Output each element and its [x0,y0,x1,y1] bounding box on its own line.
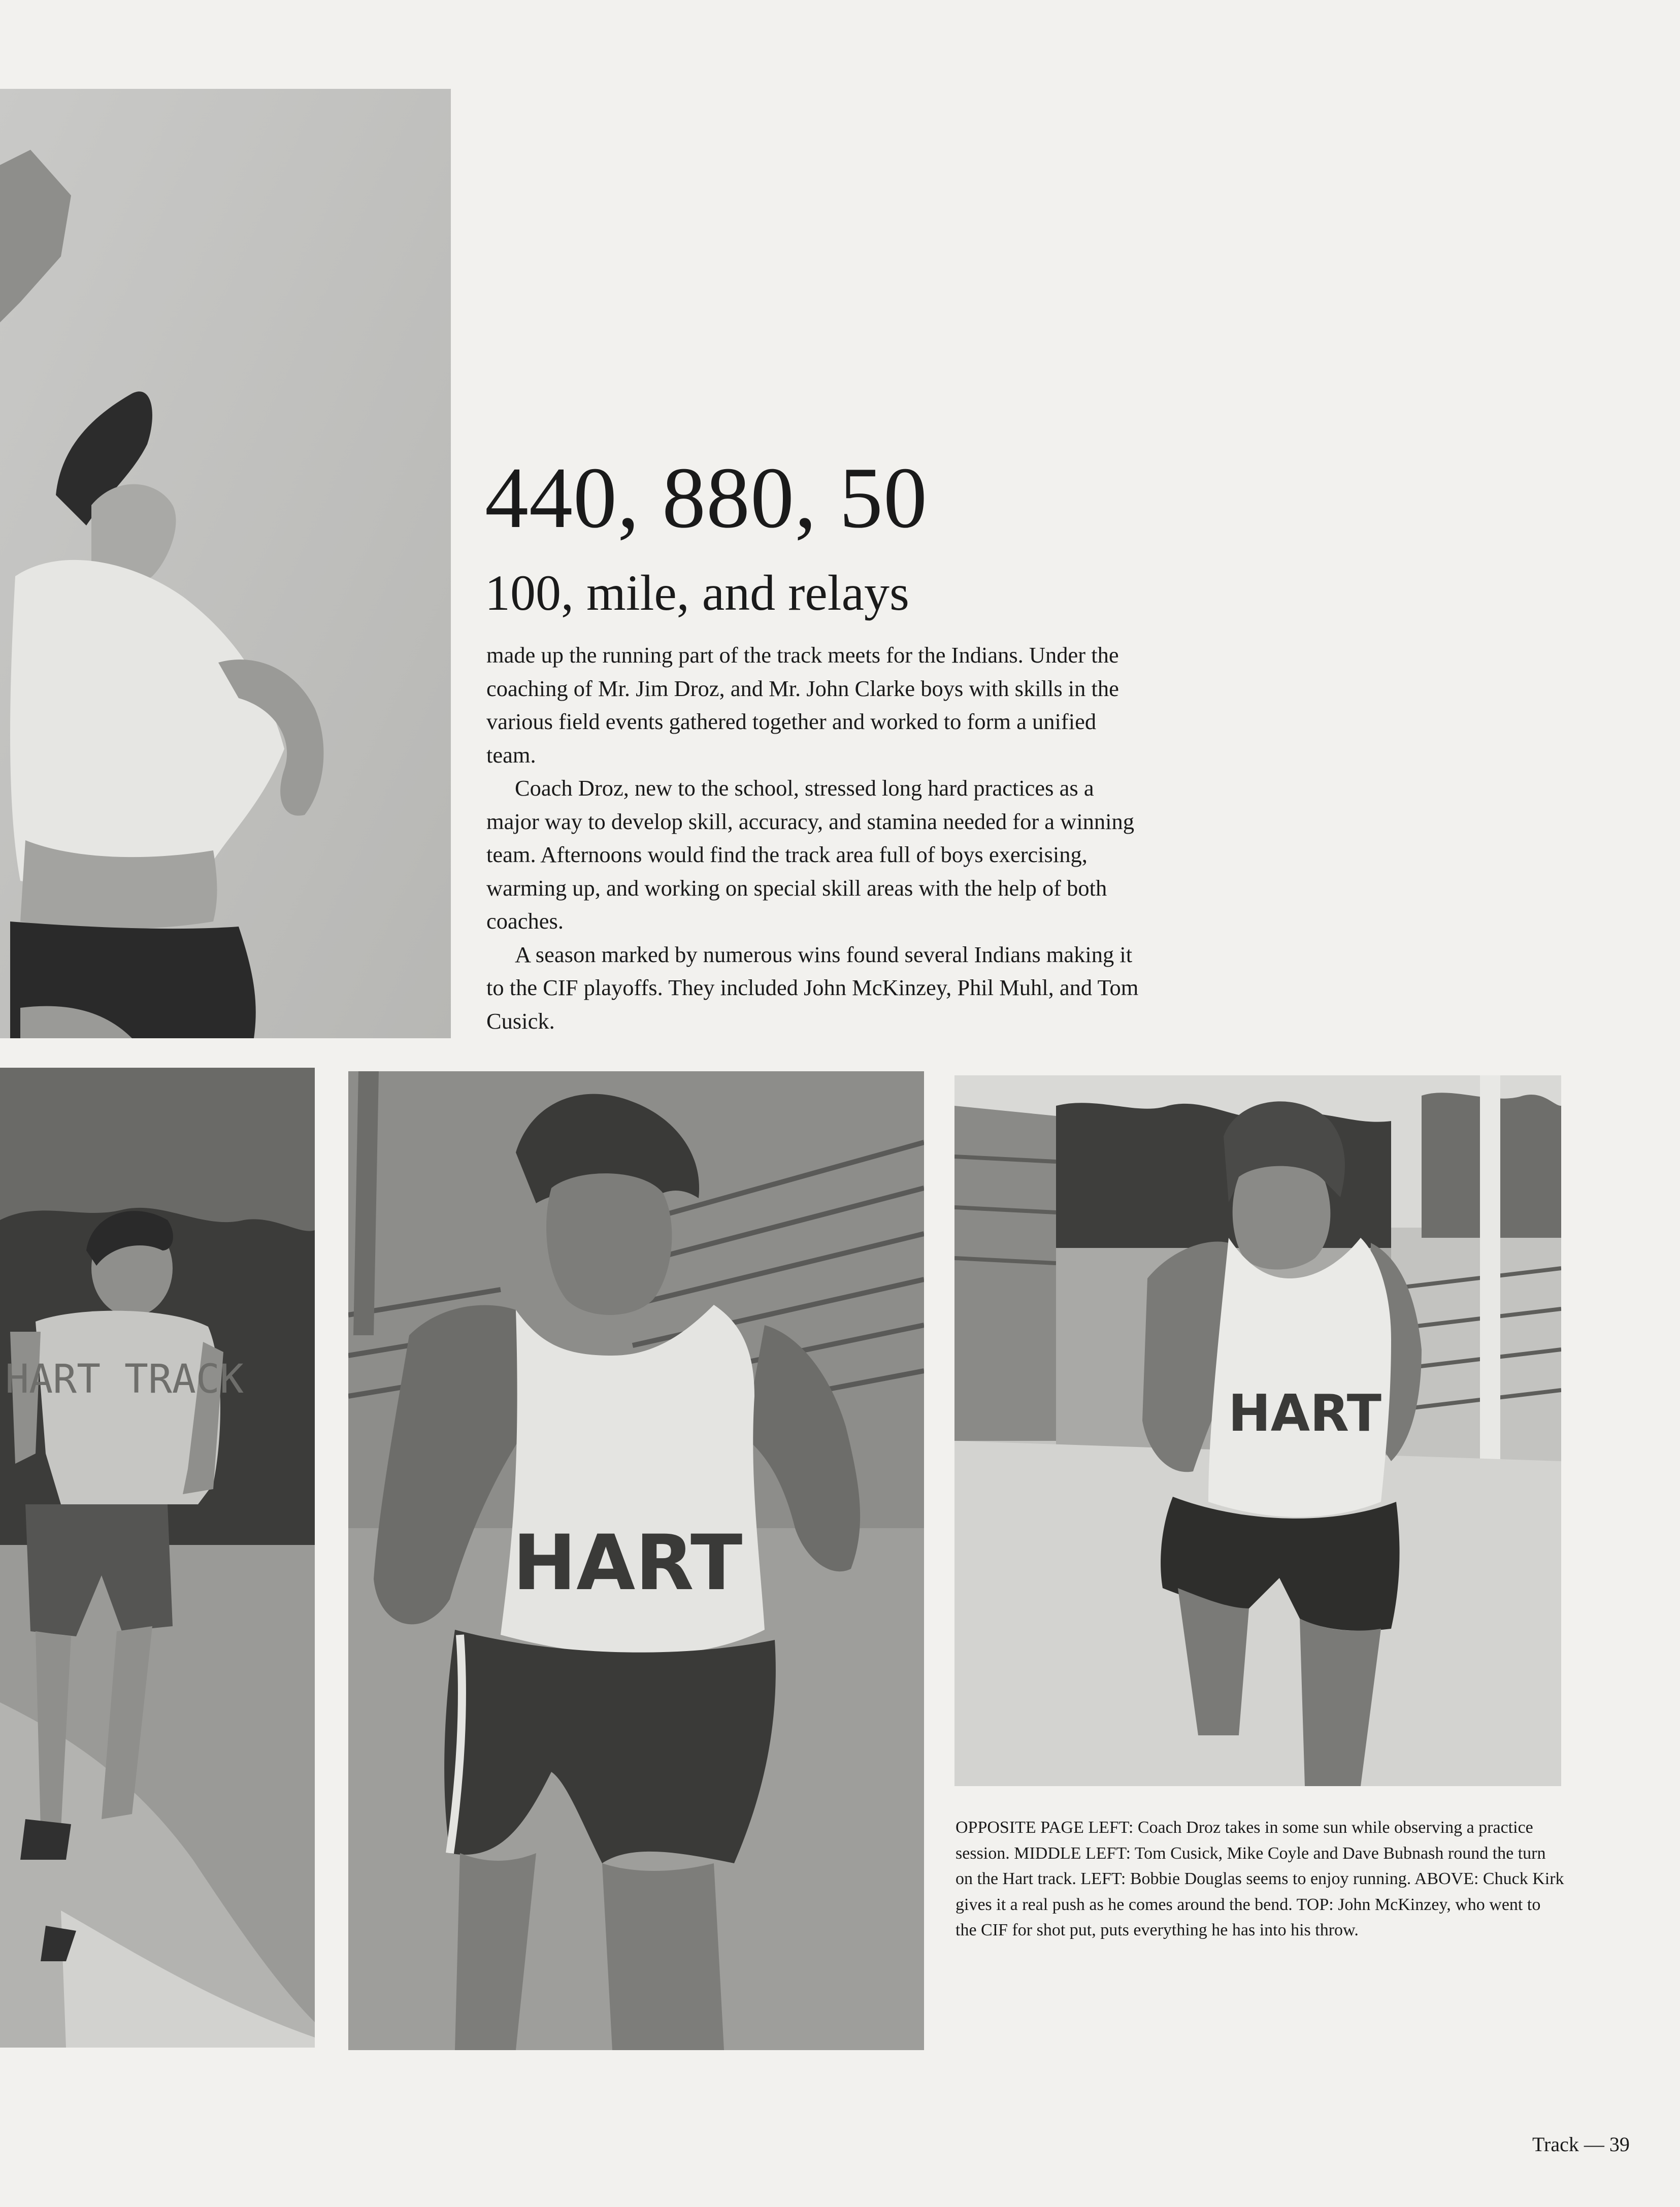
page-subhead: 100, mile, and relays [485,565,909,621]
page-headline: 440, 880, 50 [485,450,928,546]
article-paragraph-3: A season marked by numerous wins found several Indians making it to the CIF playoffs. They included John McKinzey, Phil Muhl, and Tom Cusick. [486,941,1139,1034]
photo-runner-hart-track-shirt-image [0,1068,315,2048]
middle-photo-jersey-text: HART [512,1519,743,1607]
left-photo-jersey-text: HART TRACK [5,1357,244,1402]
article-paragraph-1: made up the running part of the track meets for the Indians. Under the coaching of Mr. Jim Droz, and Mr. John Clarke boys with skills in the various field events gathered together and worked to form a unified team. [486,642,1119,768]
photo-shot-put-thrower-image [0,89,451,1038]
article-body [486,639,1141,1038]
photo-runner-hart-singlet-center-image [348,1071,924,2050]
photo-runner-hart-singlet-right-image [954,1075,1561,1786]
right-photo-jersey-text: HART [1228,1384,1381,1443]
photo-runner-hart-singlet-center [348,1071,924,2050]
photo-caption: OPPOSITE PAGE LEFT: Coach Droz takes in some sun while observing a practice session. MIDDLE LEFT: Tom Cusick, Mike Coyle and Dave Bubnash round the turn on the Hart track. LEFT: Bobbie Douglas seems to enjoy running. ABOVE: Chuck Kirk gives it a real push as he comes around the bend. TOP: John McKinzey, who went to the CIF for shot put, puts everything he has into his throw. [956,1818,1564,1939]
photo-shot-put-thrower [0,89,451,1038]
photo-runner-hart-singlet-right [954,1075,1561,1786]
photo-runner-hart-track-shirt [0,1068,315,2048]
article-paragraph-2: Coach Droz, new to the school, stressed long hard practices as a major way to develop skill, accuracy, and stamina needed for a winning team. Afternoons would find the track area full of boys exercising, warming up, and working on special skill areas with the help of both coaches. [486,775,1135,934]
page-folio: Track — 39 [1532,2133,1630,2156]
